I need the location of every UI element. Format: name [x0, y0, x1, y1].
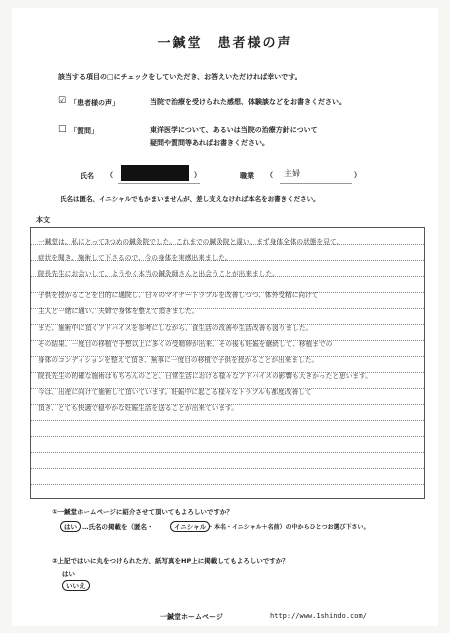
name-note: 氏名は匿名、イニシャルでもかまいませんが、差し支えなければ本名をお書きください。 [60, 195, 320, 203]
q1-initial-option[interactable]: イニシャル [170, 521, 210, 532]
body-line: 院長先生の的確な施術はもちろんのこと、日常生活における様々なアドバイスの影響も大きかったと思います。 [38, 372, 372, 380]
question-1: ①一鍼堂ホームページに紹介させて頂いてもよろしいですか？ [52, 508, 233, 516]
patient-voice-desc: 当院で治療を受けられた感想、体験談などをお書きください。 [150, 98, 346, 106]
body-label: 本文 [36, 216, 50, 224]
redacted-name [121, 165, 189, 181]
question-2: ②上記ではいに丸をつけられた方、紙写真をHP上に掲載してもよろしいですか？ [52, 557, 289, 565]
name-open-paren: （ [106, 171, 113, 179]
question-label: 「質問」 [70, 127, 98, 135]
name-label: 氏名 [80, 172, 94, 180]
occupation-value[interactable]: 主婦 [284, 169, 301, 178]
body-line: また、施術中に頂くアドバイスを参考にしながら、食生活の改善や生活改善も図りました。 [38, 324, 313, 332]
page-title: 一鍼堂 患者様の声 [157, 36, 293, 51]
ruled-line [31, 468, 424, 469]
question-checkbox[interactable]: □ [58, 124, 67, 134]
question-desc-1: 東洋医学について、あるいは当院の治療方針について [150, 126, 318, 134]
q1-yes-option[interactable]: はい [60, 521, 81, 532]
patient-voice-label: 「患者様の声」 [70, 99, 119, 107]
q1-detail-b: ・本名・イニシャル＋名前）の中からひとつお選び下さい。 [208, 524, 370, 531]
body-line: 身体のコンディションを整えて頂き、無事に一度目の移植で子供を授かることが出来ました。 [38, 356, 319, 364]
body-line: 主人と一緒に通い、夫婦で身体を整えて頂きました。 [38, 307, 199, 315]
q2-no-option[interactable]: いいえ [62, 580, 90, 591]
occupation-close-paren: ） [354, 171, 361, 179]
name-close-paren: ） [194, 171, 201, 179]
question-desc-2: 疑問や質問等あればお書きください。 [150, 139, 269, 147]
body-line: 子供を授かることを目的に通院し、日々のマイナートラブルを改善しつつ、体外受精に向けて [38, 291, 319, 299]
body-line: 症状を聞き、施術して下さるので、今の身体を実感出来ました。 [38, 254, 232, 262]
ruled-line [31, 420, 424, 421]
ruled-line [31, 436, 424, 437]
footer-url[interactable]: http://www.1shindo.com/ [270, 612, 367, 620]
q2-yes-option[interactable]: はい [62, 570, 75, 578]
q1-detail-a: …氏名の掲載を（匿名・ [82, 523, 154, 531]
footer-site-name: 一鍼堂ホームページ [160, 613, 223, 621]
ruled-line [31, 484, 424, 485]
body-line: 頂き、とても快適で穏やかな妊娠生活を送ることが出来ています。 [38, 404, 239, 412]
body-line: 一鍼堂は、私にとって3つめの鍼灸院でした。これまでの鍼灸院と違い、まず身体全体の状態を見て、 [38, 238, 344, 246]
name-underline [118, 183, 200, 184]
occupation-open-paren: （ [266, 171, 273, 179]
body-line: 院長先生にお会いして、ようやく本当の鍼灸師さんと出会うことが出来ました。 [38, 270, 279, 278]
ruled-line [31, 452, 424, 453]
body-line: その結果、一度目の移植で予想以上に多くの受精卵が出来、その後も妊娠を継続して、移植までの [38, 340, 333, 348]
body-line: 今は、出産に向けて施術して頂いています。妊娠中に起こる様々なトラブルも都度改善して [38, 388, 312, 396]
patient-voice-checkbox[interactable]: ☑ [58, 96, 67, 106]
occupation-label: 職業 [240, 172, 254, 180]
occupation-underline [280, 183, 352, 184]
intro-text: 該当する項目の□にチェックをしていただき、お答えいただければ幸いです。 [58, 73, 302, 81]
